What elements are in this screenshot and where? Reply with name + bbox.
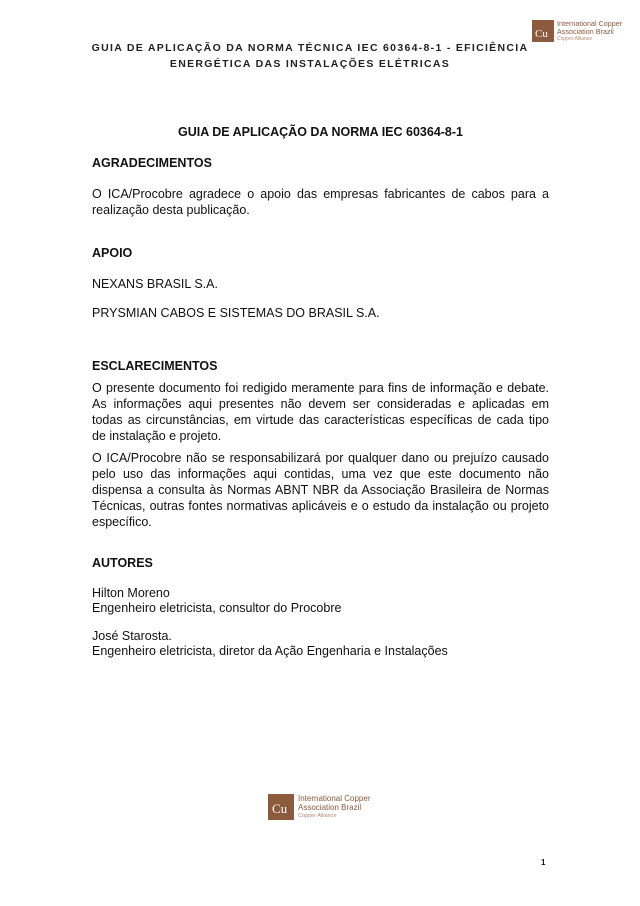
logo-name-line-2: Association Brazil: [557, 27, 614, 36]
running-header-line-2: ENERGÉTICA DAS INSTALAÇÕES ELÉTRICAS: [169, 58, 451, 70]
ica-logo-footer: [268, 794, 371, 820]
author-2-role: Engenheiro eletricista, diretor da Ação Engenharia e Instalações: [92, 644, 448, 658]
acknowledgements-heading: AGRADECIMENTOS: [92, 156, 212, 170]
author-2-name: José Starosta.: [92, 629, 172, 643]
logo-tagline: Copper Alliance: [557, 36, 593, 42]
author-1-role: Engenheiro eletricista, consultor do Procobre: [92, 601, 342, 615]
clarifications-paragraph-1: O presente documento foi redigido meramente para fins de informação e debate. As informações aqui presentes não devem ser consideradas e aplicadas em todas as circunstâncias, em virtude das características específicas de cada tipo de instalação e projeto.: [92, 381, 549, 443]
logo-name-line-2: Association Brazil: [298, 803, 362, 812]
document-title: GUIA DE APLICAÇÃO DA NORMA IEC 60364-8-1: [178, 125, 463, 139]
support-company-2: PRYSMIAN CABOS E SISTEMAS DO BRASIL S.A.: [92, 306, 380, 320]
copper-symbol-icon: Cu: [532, 20, 554, 42]
running-header-line-1: GUIA DE APLICAÇÃO DA NORMA TÉCNICA IEC 60364-8-1 - EFICIÊNCIA: [91, 42, 529, 54]
support-heading: APOIO: [92, 246, 133, 260]
logo-tagline: Copper Alliance: [298, 813, 337, 819]
clarifications-paragraph-2: O ICA/Procobre não se responsabilizará por qualquer dano ou prejuízo causado pelo uso das informações aqui contidas, uma vez que este documento não dispensa a consulta às Normas ABNT NBR da Associação Brasileira de Normas Técnicas, outras fontes normativas aplicáveis e o estudo da instalação ou projeto específico.: [92, 451, 549, 529]
ica-logo-header: [532, 20, 622, 43]
author-1-name: Hilton Moreno: [92, 586, 170, 600]
acknowledgements-text: O ICA/Procobre agradece o apoio das empresas fabricantes de cabos para a realização desta publicação.: [92, 187, 549, 217]
copper-symbol-icon: Cu: [268, 794, 294, 820]
running-header: [60, 40, 560, 72]
authors-heading: AUTORES: [92, 556, 153, 570]
logo-name-line-1: International Copper: [557, 19, 623, 28]
page-number: 1: [541, 858, 546, 867]
support-company-1: NEXANS BRASIL S.A.: [92, 277, 218, 291]
clarifications-heading: ESCLARECIMENTOS: [92, 359, 218, 373]
logo-name-line-1: International Copper: [298, 794, 371, 803]
